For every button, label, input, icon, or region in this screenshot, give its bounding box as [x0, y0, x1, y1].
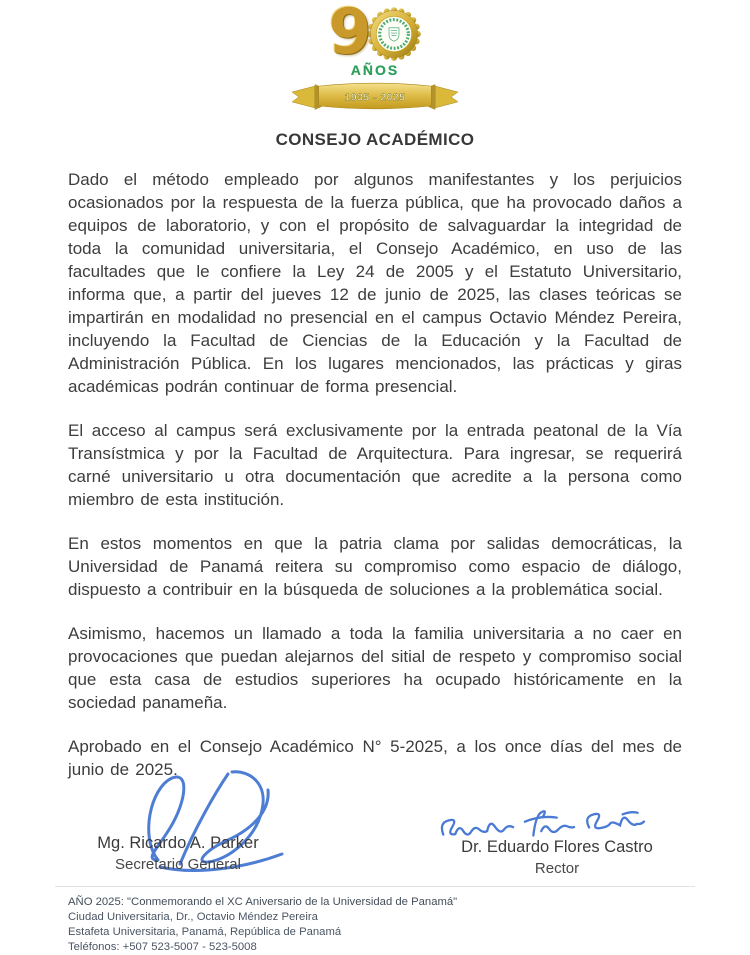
body-paragraph-2: El acceso al campus será exclusivamente por la entrada peatonal de la Vía Transístmica y por la Facultad de Arquitectura. Para ingresar, se requerirá carné universitario u otra documentación que acredite a la persona como miembro de esta institución.	[68, 421, 682, 509]
logo-number-9: 9	[328, 0, 370, 68]
signatory-name-left: Mg. Ricardo A. Parker	[97, 834, 259, 852]
university-seal-icon	[366, 6, 422, 62]
footer-line-motto: AÑO 2025: "Conmemorando el XC Aniversario de la Universidad de Panamá"	[68, 896, 458, 908]
signatory-name-right: Dr. Eduardo Flores Castro	[461, 838, 653, 856]
letterhead-footer	[55, 886, 695, 955]
logo-anos-text: AÑOS	[350, 62, 400, 78]
footer-line-phones: Teléfonos: +507 523-5007 - 523-5008	[68, 941, 257, 953]
page-title: CONSEJO ACADÉMICO	[275, 130, 475, 149]
logo-ninety	[0, 0, 750, 68]
ribbon-right-tail	[435, 86, 458, 108]
body-paragraph-4: Asimismo, hacemos un llamado a toda la familia universitaria a no caer en provocaciones que puedan alejarnos del sitial de respeto y compromiso social que esta casa de estudios superiores ha ocupado históricamente en la sociedad panameña.	[68, 624, 682, 712]
signature-block	[68, 802, 682, 880]
footer-line-address-1: Ciudad Universitaria, Dr., Octavio Méndez Pereira	[68, 911, 318, 923]
ribbon-left-tail	[292, 86, 315, 108]
signatory-right	[432, 838, 682, 877]
seal-shield	[389, 28, 399, 41]
rector-signature-script-icon	[437, 809, 655, 841]
body-paragraph-approval: Aprobado en el Consejo Académico N° 5-2025, a los once días del mes de junio de 2025.	[68, 737, 682, 779]
body-paragraph-3: En estos momentos en que la patria clama por salidas democráticas, la Universidad de Panamá reitera su compromiso como espacio de diálogo, dispuesto a contribuir en la búsqueda de soluciones a la problemática social.	[68, 534, 682, 599]
letter-body	[68, 168, 682, 781]
ribbon-banner-icon	[291, 79, 459, 113]
footer-line-address-2: Estafeta Universitaria, Panamá, República de Panamá	[68, 926, 342, 938]
anniversary-logo	[0, 0, 750, 113]
signatory-left	[68, 834, 288, 873]
ribbon-years-text: 1935 - 2025	[344, 92, 406, 104]
signatory-role-right: Rector	[534, 860, 580, 877]
body-paragraph-1: Dado el método empleado por algunos manifestantes y los perjuicios ocasionados por la respuesta de la fuerza pública, que ha provocado daños a equipos de laboratorio, y con el propósito de salvaguardar la integridad de toda la comunidad universitaria, el Consejo Académico, en uso de las facultades que le confiere la Ley 24 de 2005 y el Estatuto Universitario, informa que, a partir del jueves 12 de junio de 2025, las clases teóricas se impartirán en modalidad no presencial en el campus Octavio Méndez Pereira, incluyendo la Facultad de Ciencias de la Educación y la Facultad de Administración Pública. En los lugares mencionados, las prácticas y giras académicas podrán continuar de forma presencial.	[68, 170, 682, 396]
signatory-role-left: Secretario General	[115, 856, 241, 873]
